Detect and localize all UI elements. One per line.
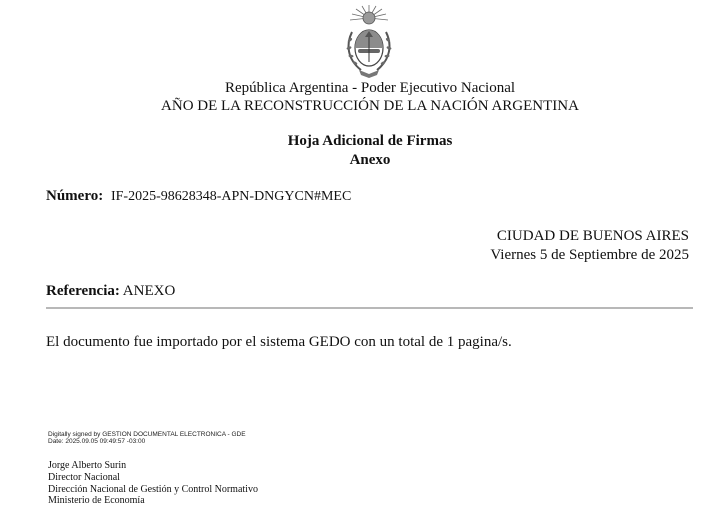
document-number-value: IF-2025-98628348-APN-DNGYCN#MEC: [110, 189, 352, 204]
coat-of-arms-icon: [343, 4, 395, 80]
document-number-label: Número:: [46, 188, 104, 204]
digital-signature-line: Digitally signed by GESTION DOCUMENTAL ELECTRONICA - GDE: [48, 431, 246, 438]
signer-ministry: Ministerio de Economía: [48, 495, 145, 506]
document-date: Viernes 5 de Septiembre de 2025: [490, 247, 689, 263]
document-number-row: [46, 188, 351, 205]
signer-name: Jorge Alberto Surin: [48, 460, 127, 471]
header-republic-line: República Argentina - Poder Ejecutivo Nacional: [224, 80, 516, 96]
digital-signature-date: Date: 2025.09.05 09:49:57 -03:00: [48, 438, 146, 445]
signer-office: Dirección Nacional de Gestión y Control Normativo: [48, 484, 258, 495]
document-city: CIUDAD DE BUENOS AIRES: [496, 228, 689, 244]
document-title: Hoja Adicional de Firmas: [287, 133, 453, 149]
header-year-motto: AÑO DE LA RECONSTRUCCIÓN DE LA NACIÓN ARGENTINA: [161, 98, 579, 114]
reference-row: [46, 283, 175, 300]
reference-value: ANEXO: [122, 283, 176, 299]
document-subtitle: Anexo: [349, 152, 391, 168]
separator-rule: [46, 307, 693, 309]
reference-label: Referencia:: [46, 283, 120, 299]
document-body-text: El documento fue importado por el sistema GEDO con un total de 1 pagina/s.: [46, 334, 512, 350]
signer-role: Director Nacional: [48, 472, 120, 483]
